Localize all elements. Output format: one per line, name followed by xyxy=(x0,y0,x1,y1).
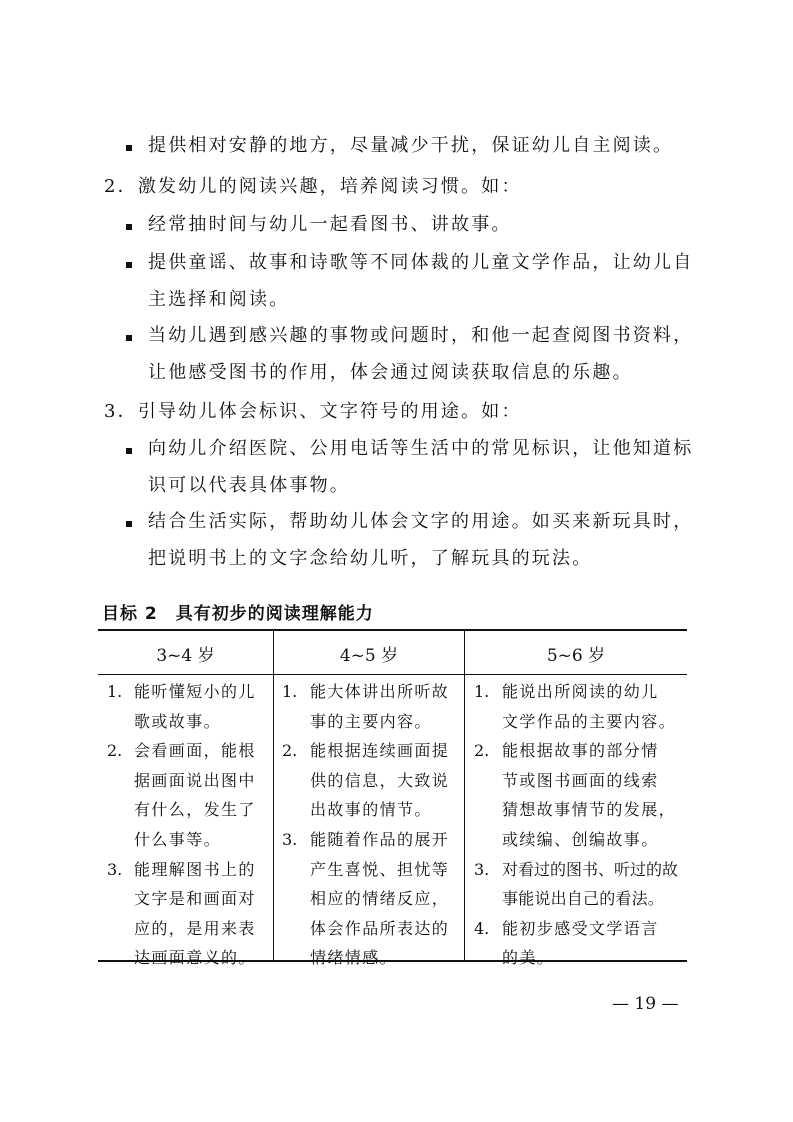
table-cell-line: 猜想故事情节的发展， xyxy=(502,800,677,820)
bullet-icon xyxy=(126,521,132,527)
item-number: 2. xyxy=(474,741,490,761)
table-cell-line: 文学作品的主要内容。 xyxy=(502,711,677,731)
table-cell-line: 体会作品所表达的 xyxy=(310,918,450,938)
item-number: 3. xyxy=(107,859,123,879)
item-number: 4. xyxy=(474,918,490,938)
table-cell-line: 能理解图书上的 xyxy=(134,859,256,879)
bullet-icon xyxy=(126,262,132,268)
list-item: 提供相对安静的地方，尽量减少干扰，保证幼儿自主阅读。 xyxy=(148,135,674,156)
list-item: 经常抽时间与幼儿一起看图书、讲故事。 xyxy=(148,214,512,235)
column-header: 5~6 岁 xyxy=(546,646,606,666)
table-cell-line: 据画面说出图中 xyxy=(134,770,256,790)
table-cell-line: 歌或故事。 xyxy=(134,711,222,731)
goal-title: 目标 2 具有初步的阅读理解能力 xyxy=(102,604,374,624)
bullet-icon xyxy=(126,224,132,230)
table-cell-line: 节或图书画面的线索 xyxy=(502,770,659,790)
list-item: 向幼儿介绍医院、公用电话等生活中的常见标识，让他知道标 xyxy=(148,438,694,459)
item-number: 1. xyxy=(107,682,123,701)
table-cell-line: 能根据故事的部分情 xyxy=(502,741,659,761)
item-number: 3. xyxy=(282,830,298,849)
table-cell-line: 产生喜悦、担忧等 xyxy=(310,859,450,879)
list-item: 当幼儿遇到感兴趣的事物或问题时，和他一起查阅图书资料， xyxy=(148,325,694,346)
column-header: 4~5 岁 xyxy=(339,646,399,666)
list-item: 提供童谣、故事和诗歌等不同体裁的儿童文学作品，让幼儿自 xyxy=(148,252,694,273)
column-header: 3~4 岁 xyxy=(156,646,215,666)
section-heading: 2．激发幼儿的阅读兴趣，培养阅读习惯。如： xyxy=(104,176,522,197)
table-cell-line: 能随着作品的展开 xyxy=(310,830,450,849)
table-cell-line: 能听懂短小的儿 xyxy=(134,682,256,701)
table-cell-line: 什么事等。 xyxy=(134,830,222,849)
bullet-icon xyxy=(126,335,132,341)
list-item-continuation: 主选择和阅读。 xyxy=(148,289,290,310)
page-number: — 19 — xyxy=(612,994,679,1014)
table-cell-line: 事的主要内容。 xyxy=(310,711,432,731)
bullet-icon xyxy=(126,448,132,454)
table-cell-line: 供的信息，大致说 xyxy=(310,770,450,790)
item-number: 2. xyxy=(107,741,123,761)
table-cell-line: 能大体讲出所听故 xyxy=(310,682,450,701)
item-number: 3. xyxy=(474,859,490,879)
list-item-continuation: 让他感受图书的作用，体会通过阅读获取信息的乐趣。 xyxy=(148,362,633,383)
table-header-rule xyxy=(98,674,687,675)
table-cell-line: 或续编、创编故事。 xyxy=(502,830,659,849)
section-heading: 3．引导幼儿体会标识、文字符号的用途。如： xyxy=(104,401,522,422)
table-cell-line: 出故事的情节。 xyxy=(310,800,432,820)
item-number: 1. xyxy=(282,682,298,701)
list-item: 结合生活实际，帮助幼儿体会文字的用途。如买来新玩具时， xyxy=(148,511,694,532)
table-cell-line: 事能说出自己的看法。 xyxy=(502,889,665,909)
table-cell-line: 能说出所阅读的幼儿 xyxy=(502,682,659,701)
list-item-continuation: 把说明书上的文字念给幼儿听，了解玩具的玩法。 xyxy=(148,548,593,569)
table-cell-line: 情绪情感。 xyxy=(310,948,398,968)
table-cell-line: 的美。 xyxy=(502,948,555,968)
table-cell-line: 文字是和画面对 xyxy=(134,889,256,909)
table-cell-line: 有什么，发生了 xyxy=(134,800,256,820)
table-cell-line: 能初步感受文学语言 xyxy=(502,918,659,938)
table-cell-line: 对看过的图书、听过的故 xyxy=(502,859,679,879)
table-cell-line: 能根据连续画面提 xyxy=(310,741,450,761)
table-column-divider xyxy=(273,630,274,961)
item-number: 1. xyxy=(474,682,490,701)
table-cell-line: 会看画面，能根 xyxy=(134,741,256,761)
table-column-divider xyxy=(464,630,465,961)
table-top-rule xyxy=(98,629,687,631)
table-cell-line: 应的，是用来表 xyxy=(134,918,256,938)
list-item-continuation: 识可以代表具体事物。 xyxy=(148,475,350,496)
table-cell-line: 相应的情绪反应， xyxy=(310,889,450,909)
bullet-icon xyxy=(126,145,132,151)
table-cell-line: 达画面意义的。 xyxy=(134,948,256,968)
item-number: 2. xyxy=(282,741,298,761)
